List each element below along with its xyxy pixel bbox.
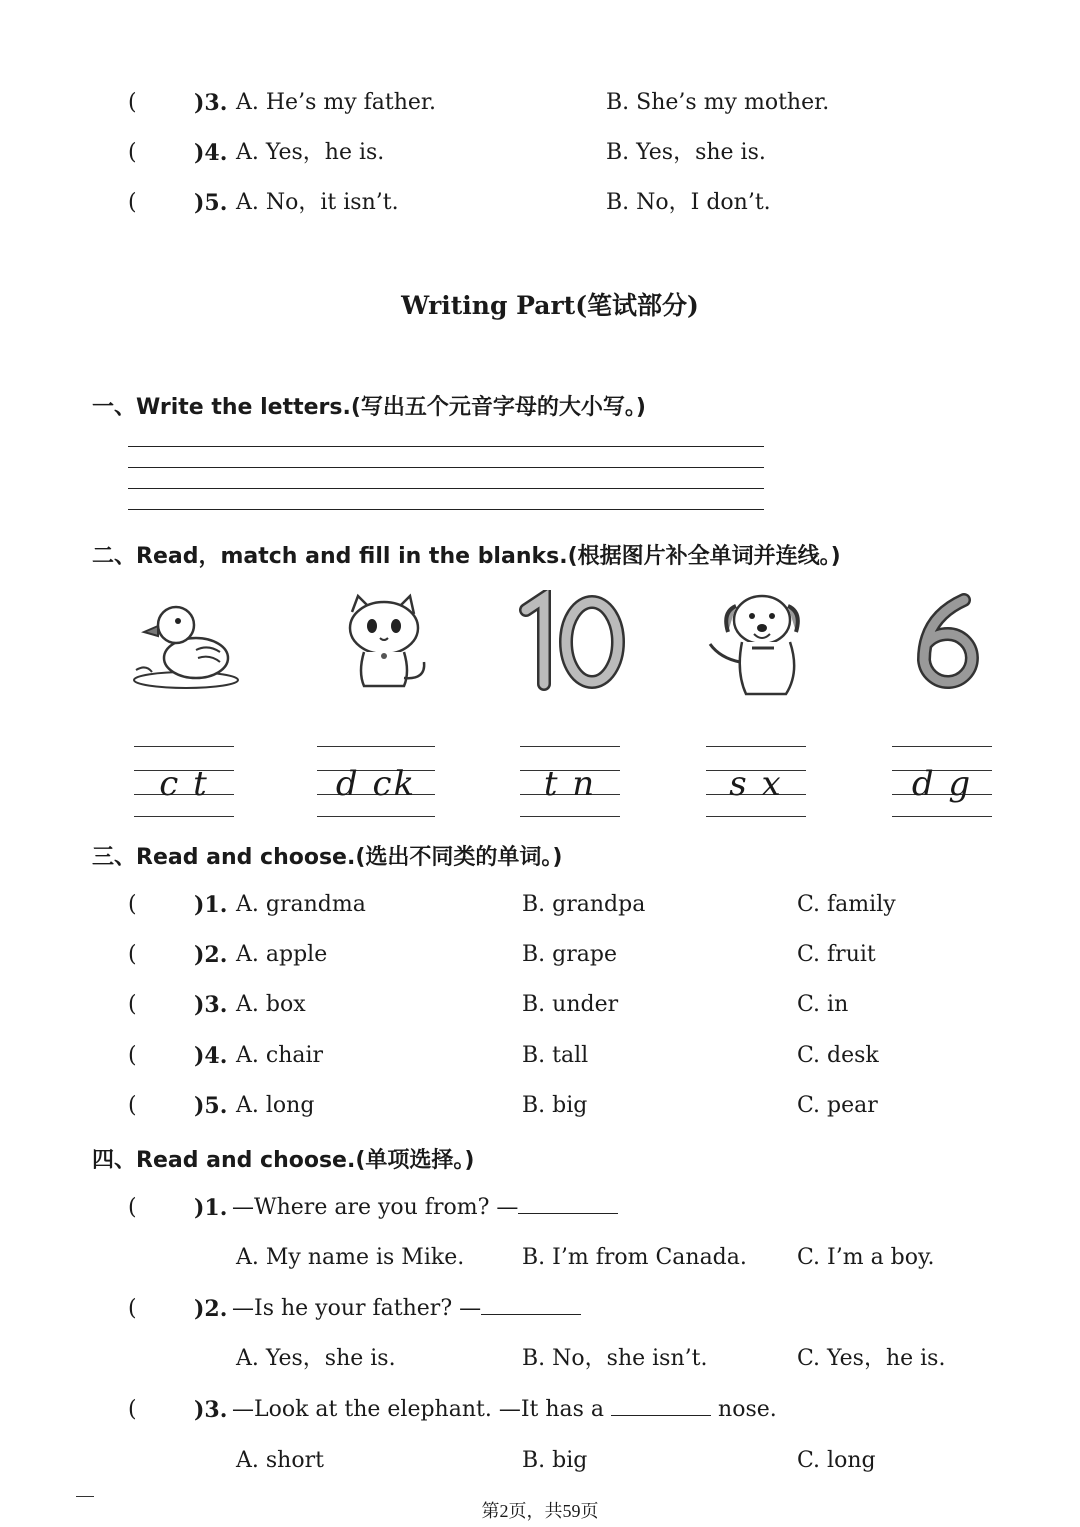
choose-question-3 — [0, 988, 1080, 1022]
mc-options-1 — [0, 1241, 1080, 1275]
option-b: B. big — [522, 1448, 588, 1473]
option-c: C. I’m a boy. — [797, 1245, 935, 1270]
answer-paren[interactable]: ( — [128, 1296, 137, 1321]
option-c: C. pear — [797, 1093, 878, 1118]
question-number: )4. — [194, 1043, 228, 1069]
dog-icon — [700, 590, 820, 700]
answer-paren[interactable]: ( — [128, 1043, 137, 1068]
option-b: B. No，I don’t. — [606, 190, 771, 215]
word-blank-5[interactable] — [892, 746, 992, 818]
mc-question-2 — [0, 1292, 1080, 1326]
option-c: C. long — [797, 1448, 876, 1473]
question-number: )1. — [194, 1195, 228, 1221]
answer-paren[interactable]: ( — [128, 140, 137, 165]
answer-blank[interactable] — [611, 1393, 711, 1416]
question-text: —Is he your father? — — [232, 1292, 581, 1326]
option-c: C. Yes，he is. — [797, 1346, 946, 1371]
option-a: A. long — [236, 1093, 315, 1118]
answer-paren[interactable]: ( — [128, 190, 137, 215]
answer-paren[interactable]: ( — [128, 892, 137, 917]
option-b: B. under — [522, 992, 619, 1017]
word-letters: d g — [911, 764, 973, 804]
listening-question-5 — [0, 186, 1080, 220]
choose-question-1 — [0, 888, 1080, 922]
question-number: )3. — [194, 992, 228, 1018]
option-b: B. grape — [522, 942, 617, 967]
option-a: A. grandma — [236, 892, 366, 917]
word-blank-2[interactable] — [317, 746, 435, 818]
section-4-title: 四、Read and choose.(单项选择。) — [92, 1148, 475, 1173]
word-letters: d ck — [335, 764, 417, 804]
cat-icon — [324, 590, 444, 700]
question-text: —Where are you from? — — [232, 1191, 618, 1225]
word-letters: s x — [729, 764, 783, 804]
answer-paren[interactable]: ( — [128, 942, 137, 967]
question-number: )1. — [194, 892, 228, 918]
question-number: )5. — [194, 190, 228, 216]
duck-icon — [126, 590, 246, 700]
ten-icon — [512, 590, 632, 700]
word-blank-4[interactable] — [706, 746, 806, 818]
option-a: A. box — [236, 992, 306, 1017]
option-b: B. grandpa — [522, 892, 646, 917]
section-1-title: 一、Write the letters.(写出五个元音字母的大小写。) — [92, 395, 646, 420]
answer-blank[interactable] — [518, 1191, 618, 1214]
question-number: )5. — [194, 1093, 228, 1119]
section-3-title: 三、Read and choose.(选出不同类的单词。) — [92, 845, 563, 870]
mc-options-3 — [0, 1444, 1080, 1478]
option-a: A. Yes，he is. — [236, 140, 385, 165]
option-a: A. apple — [236, 942, 328, 967]
option-c: C. family — [797, 892, 896, 917]
option-b: B. I’m from Canada. — [522, 1245, 747, 1270]
choose-question-2 — [0, 938, 1080, 972]
answer-paren[interactable]: ( — [128, 992, 137, 1017]
answer-paren[interactable]: ( — [128, 1397, 137, 1422]
option-a: A. He’s my father. — [236, 90, 437, 115]
option-c: C. fruit — [797, 942, 876, 967]
option-b: B. No，she isn’t. — [522, 1346, 708, 1371]
option-a: A. short — [236, 1448, 324, 1473]
question-number: )2. — [194, 942, 228, 968]
answer-blank[interactable] — [481, 1292, 581, 1315]
option-b: B. Yes，she is. — [606, 140, 766, 165]
listening-question-3 — [0, 86, 1080, 120]
word-blank-3[interactable] — [520, 746, 620, 818]
option-c: C. in — [797, 992, 849, 1017]
question-number: )4. — [194, 140, 228, 166]
word-letters: c t — [159, 764, 209, 804]
option-a: A. No，it isn’t. — [236, 190, 399, 215]
option-b: B. tall — [522, 1043, 589, 1068]
part-title: Writing Part(笔试部分) — [401, 291, 699, 320]
option-b: B. big — [522, 1093, 588, 1118]
option-c: C. desk — [797, 1043, 879, 1068]
answer-paren[interactable]: ( — [128, 90, 137, 115]
mc-question-3 — [0, 1393, 1080, 1427]
listening-question-4 — [0, 136, 1080, 170]
answer-paren[interactable]: ( — [128, 1195, 137, 1220]
question-number: )3. — [194, 1397, 228, 1423]
mc-question-1 — [0, 1191, 1080, 1225]
question-number: )3. — [194, 90, 228, 116]
six-icon — [888, 590, 1008, 700]
word-letters: t n — [543, 764, 597, 804]
option-b: B. She’s my mother. — [606, 90, 830, 115]
question-number: )2. — [194, 1296, 228, 1322]
question-text: —Look at the elephant. —It has a nose. — [232, 1393, 777, 1427]
option-a: A. chair — [236, 1043, 324, 1068]
option-a: A. Yes，she is. — [236, 1346, 396, 1371]
answer-paren[interactable]: ( — [128, 1093, 137, 1118]
section-2-title: 二、Read，match and fill in the blanks.(根据图片补全单词并连线。) — [92, 544, 841, 569]
choose-question-4 — [0, 1039, 1080, 1073]
option-a: A. My name is Mike. — [236, 1245, 465, 1270]
page-footer: 第2页，共59页 — [481, 1501, 599, 1521]
mc-options-2 — [0, 1342, 1080, 1376]
word-blank-1[interactable] — [134, 746, 234, 818]
choose-question-5 — [0, 1089, 1080, 1123]
